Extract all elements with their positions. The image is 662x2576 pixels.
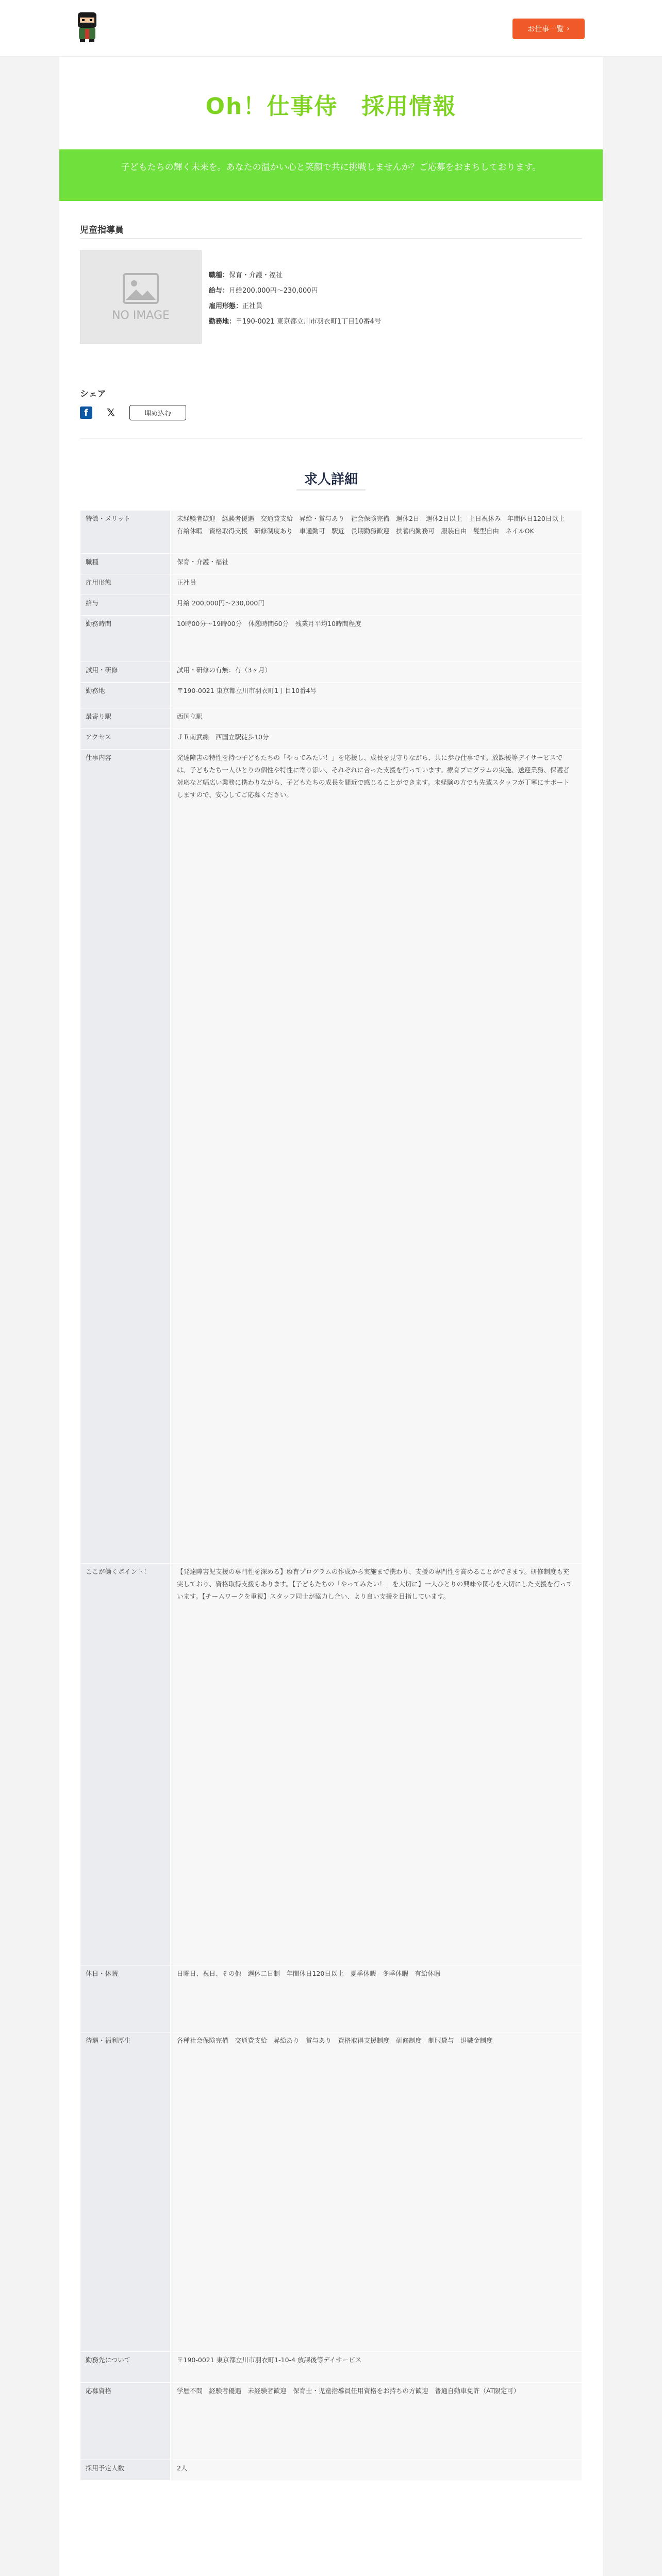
site-header — [0, 0, 662, 57]
share-label: シェア — [80, 389, 106, 399]
chevron-right-icon: › — [567, 25, 570, 33]
job-page — [59, 57, 603, 2576]
detail-row-label: 試用・研修 — [80, 662, 171, 683]
detail-row-label: 職種 — [80, 554, 171, 574]
detail-row — [80, 616, 582, 662]
job-title: 児童指導員 — [80, 225, 124, 235]
detail-row — [80, 750, 582, 1564]
detail-row — [80, 708, 582, 729]
detail-row-label: 採用予定人数 — [80, 2460, 171, 2481]
share-buttons — [80, 405, 186, 420]
job-summary — [209, 268, 381, 330]
detail-row-value: 2人 — [171, 2460, 582, 2481]
detail-row-value: 〒190-0021 東京都立川市羽衣町1丁目10番4号 — [171, 683, 582, 708]
detail-row-value: 【発達障害児支援の専門性を深める】療育プログラムの作成から実施まで携わり、支援の専門性を高めることができます。研修制度も充実しており、資格取得支援もあります。【子どもたちの「やってみたい！」を大切に】一人ひとりの興味や関心を大切にした支援を行っています。【チームワークを重視】スタッフ同士が協力し合い、より良い支援を目指しています。 — [171, 1564, 582, 1965]
detail-row — [80, 683, 582, 708]
detail-row-value: 月給 200,000円〜230,000円 — [171, 595, 582, 616]
detail-row — [80, 554, 582, 574]
detail-row — [80, 662, 582, 683]
job-detail-heading: 求人詳細 — [304, 472, 358, 487]
summary-employment-type: 雇用形態：正社員 — [209, 302, 263, 310]
detail-row-value: 各種社会保険完備 交通費支給 昇給あり 賞与あり 資格取得支援制度 研修制度 制服貸与 退職金制度 — [171, 2032, 582, 2352]
detail-row-value: 試用・研修の有無：有（3ヶ月） — [171, 662, 582, 683]
detail-row-label: アクセス — [80, 729, 171, 750]
detail-row-label: 勤務地 — [80, 683, 171, 708]
detail-row-value: 学歴不問 経験者優遇 未経験者歓迎 保育士・児童指導員任用資格をお持ちの方歓迎 普通自動車免許（AT限定可） — [171, 2383, 582, 2460]
embed-button[interactable]: 埋め込む — [129, 405, 186, 420]
detail-row — [80, 1965, 582, 2032]
detail-row — [80, 729, 582, 750]
detail-row-label: 待遇・福利厚生 — [80, 2032, 171, 2352]
detail-row-label: ここが働くポイント！ — [80, 1564, 171, 1965]
summary-salary: 給与：月給200,000円〜230,000円 — [209, 287, 318, 295]
detail-row-label: 雇用形態 — [80, 574, 171, 595]
no-image-label: NO IMAGE — [112, 309, 170, 322]
detail-row-value: 西国立駅 — [171, 708, 582, 729]
detail-row — [80, 574, 582, 595]
detail-row-value: 正社員 — [171, 574, 582, 595]
job-list-button-label: お仕事一覧 — [527, 25, 564, 33]
detail-row-label: 応募資格 — [80, 2383, 171, 2460]
summary-category: 職種：保育・介護・福祉 — [209, 272, 283, 279]
detail-row-value: 10時00分〜19時00分 休憩時間60分 残業月平均10時間程度 — [171, 616, 582, 662]
detail-row-label: 仕事内容 — [80, 750, 171, 1564]
detail-row-label: 給与 — [80, 595, 171, 616]
detail-row — [80, 2032, 582, 2352]
detail-row-label: 勤務先について — [80, 2352, 171, 2383]
detail-row-value: 日曜日、祝日、その他 週休二日制 年間休日120日以上 夏季休暇 冬季休暇 有給休暇 — [171, 1965, 582, 2032]
detail-row — [80, 2383, 582, 2460]
detail-row-value: ＪＲ南武線 西国立駅徒歩10分 — [171, 729, 582, 750]
x-twitter-icon[interactable]: 𝕏 — [106, 406, 115, 419]
detail-row — [80, 2460, 582, 2481]
detail-row-label: 最寄り駅 — [80, 708, 171, 729]
detail-row-value: 発達障害の特性を持つ子どもたちの「やってみたい！」を応援し、成長を見守りながら、共に歩む仕事です。放課後等デイサービスでは、子どもたち一人ひとりの個性や特性に寄り添い、それぞれに合った支援を行っています。療育プログラムの実施、送迎業務、保護者対応など幅広い業務に携わりながら、子どもたちの成長を間近で感じることができます。未経験の方でも先輩スタッフが丁寧にサポートしますので、安心してご応募ください。 — [171, 750, 582, 1564]
heading-underline — [296, 489, 366, 490]
detail-row — [80, 2352, 582, 2383]
detail-row — [80, 511, 582, 554]
job-list-button[interactable] — [512, 19, 585, 39]
summary-location: 勤務地：〒190-0021 東京都立川市羽衣町1丁目10番4号 — [209, 318, 381, 326]
recruit-banner: 子どもたちの輝く未来を。あなたの温かい心と笑顔で共に挑戦しませんか？ご応募をおまちしております。 — [59, 149, 603, 201]
detail-row-value: 〒190-0021 東京都立川市羽衣町1-10-4 放課後等デイサービス — [171, 2352, 582, 2383]
page-title: Oh！仕事侍 採用情報 — [205, 93, 457, 120]
detail-row-label: 勤務時間 — [80, 616, 171, 662]
divider — [80, 238, 582, 239]
facebook-icon[interactable]: f — [80, 406, 92, 419]
detail-row — [80, 1564, 582, 1965]
detail-row-label: 休日・休暇 — [80, 1965, 171, 2032]
job-detail-table — [80, 510, 582, 2481]
detail-row — [80, 595, 582, 616]
detail-row-value: 保育・介護・福祉 — [171, 554, 582, 574]
detail-row-label: 特徴・メリット — [80, 511, 171, 554]
image-icon — [123, 273, 159, 304]
job-image-placeholder — [80, 250, 202, 344]
ninja-logo-icon[interactable] — [75, 10, 100, 43]
detail-row-value: 未経験者歓迎 経験者優遇 交通費支給 昇給・賞与あり 社会保険完備 週休2日 週休2日以上 土日祝休み 年間休日120日以上 有給休暇 資格取得支援 研修制度あり 車通勤可 駅近 長期勤務歓迎 扶養内勤務可 服装自由 髪型自由 ネイルOK — [171, 511, 582, 554]
